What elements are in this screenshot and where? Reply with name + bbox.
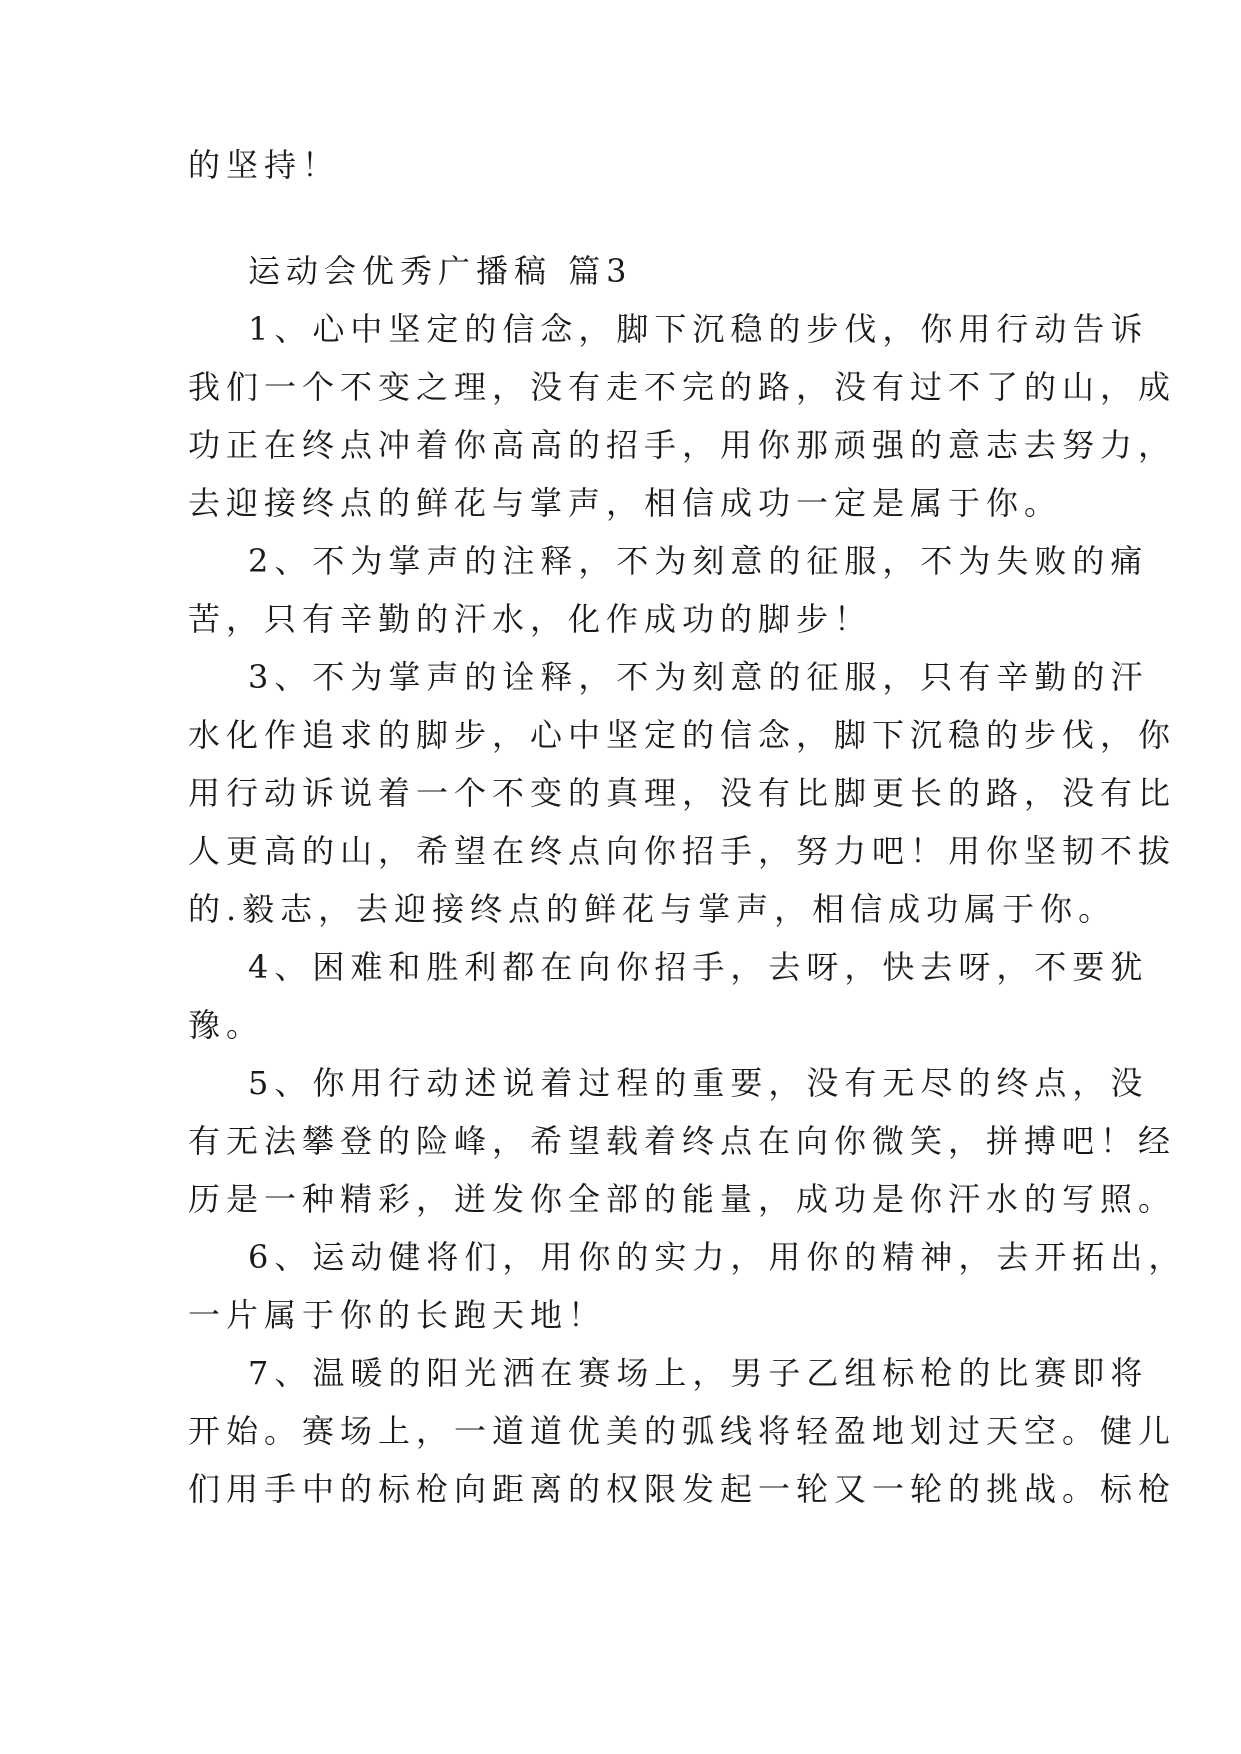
paragraph-line: 2、不为掌声的注释，不为刻意的征服，不为失败的痛 xyxy=(248,542,1149,580)
paragraph-line: 5、你用行动述说着过程的重要，没有无尽的终点，没 xyxy=(248,1064,1149,1102)
paragraph-line: 4、困难和胜利都在向你招手，去呀，快去呀，不要犹 xyxy=(248,948,1149,986)
paragraph-line: 历是一种精彩，迸发你全部的能量，成功是你汗水的写照。 xyxy=(188,1180,1177,1218)
paragraph-line: 用行动诉说着一个不变的真理，没有比脚更长的路，没有比 xyxy=(188,774,1177,812)
paragraph-line: 功正在终点冲着你高高的招手，用你那顽强的意志去努力， xyxy=(188,426,1177,464)
paragraph-line: 人更高的山，希望在终点向你招手，努力吧！用你坚韧不拔 xyxy=(188,832,1177,870)
article-body xyxy=(188,300,1187,1518)
paragraph-line: 我们一个不变之理，没有走不完的路，没有过不了的山，成 xyxy=(188,368,1177,406)
paragraph xyxy=(188,300,1177,532)
paragraph-line: 开始。赛场上，一道道优美的弧线将轻盈地划过天空。健儿 xyxy=(188,1412,1177,1450)
paragraph xyxy=(188,1344,1177,1518)
paragraph-line: 们用手中的标枪向距离的权限发起一轮又一轮的挑战。标枪 xyxy=(188,1470,1177,1508)
paragraph-line: 有无法攀登的险峰，希望载着终点在向你微笑，拼搏吧！经 xyxy=(188,1122,1177,1160)
paragraph-line: 3、不为掌声的诠释，不为刻意的征服，只有辛勤的汗 xyxy=(248,658,1149,696)
paragraph-line: 6、运动健将们，用你的实力，用你的精神，去开拓出， xyxy=(248,1238,1187,1276)
section-title xyxy=(248,242,1118,300)
section-title-text: 运动会优秀广播稿 篇3 xyxy=(248,252,633,290)
paragraph-line: 的坚持！ xyxy=(188,146,341,184)
paragraph-line: 1、心中坚定的信念，脚下沉稳的步伐，你用行动告诉 xyxy=(248,310,1149,348)
paragraph-line: 一片属于你的长跑天地！ xyxy=(188,1296,607,1334)
paragraph xyxy=(188,1054,1177,1228)
paragraph xyxy=(188,938,1149,1054)
text-fragment xyxy=(188,136,1058,194)
paragraph-line: 苦，只有辛勤的汗水，化作成功的脚步！ xyxy=(188,600,873,638)
paragraph-line: 7、温暖的阳光洒在赛场上，男子乙组标枪的比赛即将 xyxy=(248,1354,1149,1392)
paragraph xyxy=(188,648,1177,938)
paragraph-line: 水化作追求的脚步，心中坚定的信念，脚下沉稳的步伐，你 xyxy=(188,716,1177,754)
paragraph xyxy=(188,1228,1187,1344)
paragraph-line: 去迎接终点的鲜花与掌声，相信成功一定是属于你。 xyxy=(188,484,1063,522)
paragraph-line: 豫。 xyxy=(188,1006,265,1044)
paragraph xyxy=(188,532,1149,648)
paragraph-line: 的.毅志，去迎接终点的鲜花与掌声，相信成功属于你。 xyxy=(188,890,1117,928)
